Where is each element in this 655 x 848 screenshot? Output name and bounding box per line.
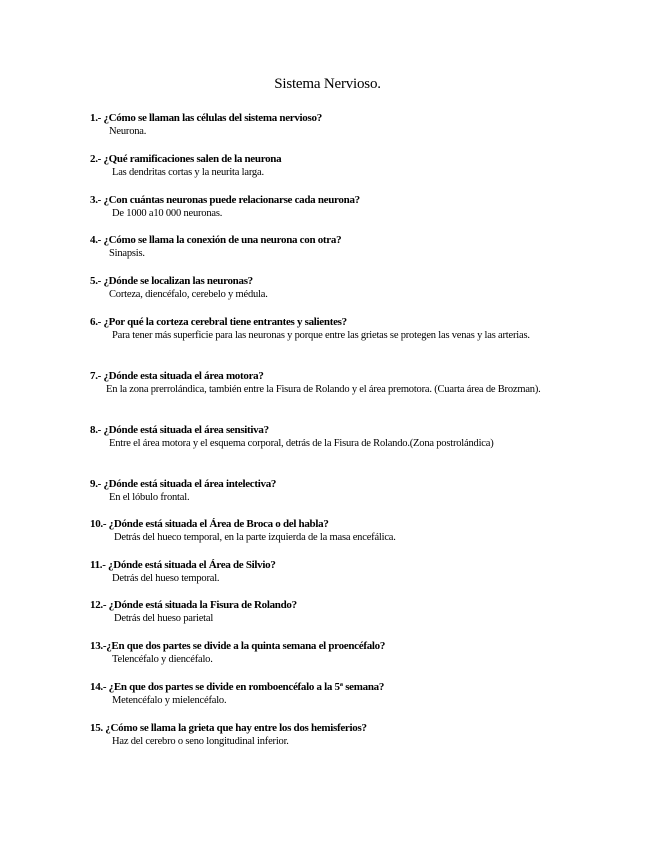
question: 10.- ¿Dónde está situada el Área de Broca o del habla?: [90, 518, 329, 530]
answer: Detrás del hueso temporal.: [112, 573, 220, 584]
answer: Entre el área motora y el esquema corporal, detrás de la Fisura de Rolando.(Zona postrolándica): [109, 438, 494, 449]
question: 9.- ¿Dónde está situada el área intelectiva?: [90, 478, 277, 490]
question: 4.- ¿Cómo se llama la conexión de una neurona con otra?: [90, 234, 342, 246]
answer: En el lóbulo frontal.: [109, 492, 190, 503]
question: 3.- ¿Con cuántas neuronas puede relacionarse cada neurona?: [90, 194, 360, 206]
qa-item-5: [90, 275, 570, 302]
question: 8.- ¿Dónde está situada el área sensitiva?: [90, 424, 269, 436]
question: 1.- ¿Cómo se llaman las células del sistema nervioso?: [90, 112, 322, 124]
answer: Metencéfalo y mielencéfalo.: [112, 695, 227, 706]
question: 2.- ¿Qué ramificaciones salen de la neurona: [90, 153, 282, 165]
qa-item-6: [90, 316, 570, 343]
question: 11.- ¿Dónde está situada el Área de Silvio?: [90, 559, 276, 571]
question: 15. ¿Cómo se llama la grieta que hay entre los dos hemisferios?: [90, 722, 367, 734]
answer: Para tener más superficie para las neuronas y porque entre las grietas se protegen las venas y las arterias.: [112, 330, 530, 341]
qa-item-1: [90, 112, 570, 139]
answer: Las dendritas cortas y la neurita larga.: [112, 167, 264, 178]
qa-item-10: [90, 518, 570, 545]
qa-item-12: [90, 599, 570, 626]
question: 7.- ¿Dónde esta situada el área motora?: [90, 370, 264, 382]
answer: Sinapsis.: [109, 248, 145, 259]
answer: De 1000 a10 000 neuronas.: [112, 208, 223, 219]
qa-item-9: [90, 478, 570, 505]
qa-item-2: [90, 153, 570, 180]
answer: En la zona prerrolándica, también entre la Fisura de Rolando y el área premotora. (Cuarta área de Brozman).: [106, 384, 541, 395]
question: 14.- ¿En que dos partes se divide en romboencéfalo a la 5ª semana?: [90, 681, 385, 693]
qa-item-4: [90, 234, 570, 261]
question: 13.-¿En que dos partes se divide a la quinta semana el proencéfalo?: [90, 640, 386, 652]
question: 12.- ¿Dónde está situada la Fisura de Rolando?: [90, 599, 297, 611]
qa-item-15: [90, 722, 570, 749]
answer: Telencéfalo y diencéfalo.: [112, 654, 213, 665]
qa-item-13: [90, 640, 570, 667]
answer: Detrás del hueco temporal, en la parte izquierda de la masa encefálica.: [114, 532, 396, 543]
qa-item-7: [90, 370, 570, 397]
document-title: Sistema Nervioso.: [274, 76, 381, 92]
answer: Neurona.: [109, 126, 147, 137]
answer: Haz del cerebro o seno longitudinal inferior.: [112, 736, 289, 747]
qa-item-8: [90, 424, 570, 451]
answer: Corteza, diencéfalo, cerebelo y médula.: [109, 289, 268, 300]
question: 5.- ¿Dónde se localizan las neuronas?: [90, 275, 253, 287]
qa-item-11: [90, 559, 570, 586]
qa-item-14: [90, 681, 570, 708]
question: 6.- ¿Por qué la corteza cerebral tiene entrantes y salientes?: [90, 316, 347, 328]
answer: Detrás del hueso parietal: [114, 613, 214, 624]
qa-item-3: [90, 194, 570, 221]
